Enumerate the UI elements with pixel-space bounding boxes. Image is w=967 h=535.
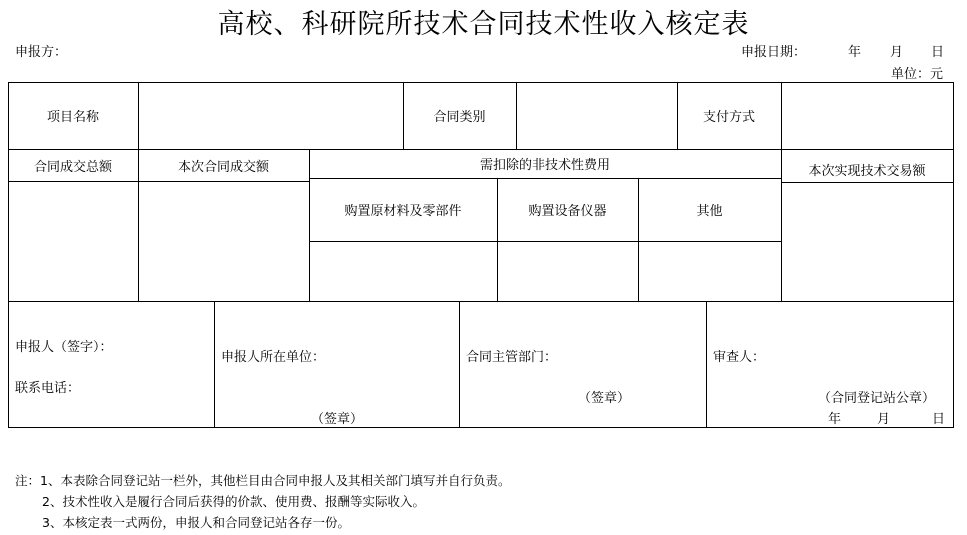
equipment-value[interactable] <box>498 242 638 301</box>
note-2: 2、技术性收入是履行合同后获得的价款、使用费、报酬等实际收入。 <box>42 494 425 509</box>
payment-method-label: 支付方式 <box>702 110 755 125</box>
deduct-fees-label: 需扣除的非技术性费用 <box>479 158 610 173</box>
seal2-label: （签章） <box>578 391 631 406</box>
total-amount-label: 合同成交总额 <box>33 159 112 175</box>
registry-year: 年 <box>828 412 842 427</box>
contract-type-value[interactable] <box>517 83 677 149</box>
unit-label: 单位：元 <box>891 67 944 82</box>
registry-month: 月 <box>877 412 891 427</box>
materials-value[interactable] <box>310 242 497 301</box>
phone-label: 联系电话： <box>15 381 81 396</box>
note-1: 注：1、本表除合同登记站一栏外，其他栏目由合同申报人及其相关部门填写并自行负责。 <box>15 473 511 488</box>
registry-seal-label: （合同登记站公章） <box>818 391 936 406</box>
realized-amount-label: 本次实现技术交易额 <box>808 163 926 179</box>
date-day: 日 <box>931 45 945 60</box>
applicant-label: 申报方： <box>15 45 68 60</box>
current-amount-label: 本次合同成交额 <box>177 159 269 175</box>
reviewer-label: 审查人： <box>713 350 766 365</box>
project-name-value[interactable] <box>139 83 403 149</box>
registry-day: 日 <box>932 412 946 427</box>
note-3: 3、本核定表一式两份，申报人和合同登记站各存一份。 <box>42 515 350 530</box>
realized-amount-value[interactable] <box>782 183 953 301</box>
date-month: 月 <box>890 45 904 60</box>
applicant-unit-label: 申报人所在单位： <box>221 350 326 365</box>
project-name-label: 项目名称 <box>46 110 99 125</box>
supervisor-label: 合同主管部门： <box>466 350 558 365</box>
contract-type-label: 合同类别 <box>433 110 486 125</box>
materials-label: 购置原材料及零部件 <box>344 204 462 219</box>
date-label: 申报日期： <box>741 45 807 60</box>
other-label: 其他 <box>696 204 723 219</box>
other-value[interactable] <box>639 242 781 301</box>
total-amount-value[interactable] <box>9 182 138 301</box>
signer-label: 申报人（签字）： <box>15 340 113 355</box>
seal1-label: （签章） <box>311 412 364 427</box>
payment-method-value[interactable] <box>782 83 953 149</box>
date-year: 年 <box>848 45 862 60</box>
current-amount-value[interactable] <box>139 182 309 301</box>
equipment-label: 购置设备仪器 <box>528 204 607 219</box>
page-title: 高校、科研院所技术合同技术性收入核定表 <box>217 9 750 40</box>
